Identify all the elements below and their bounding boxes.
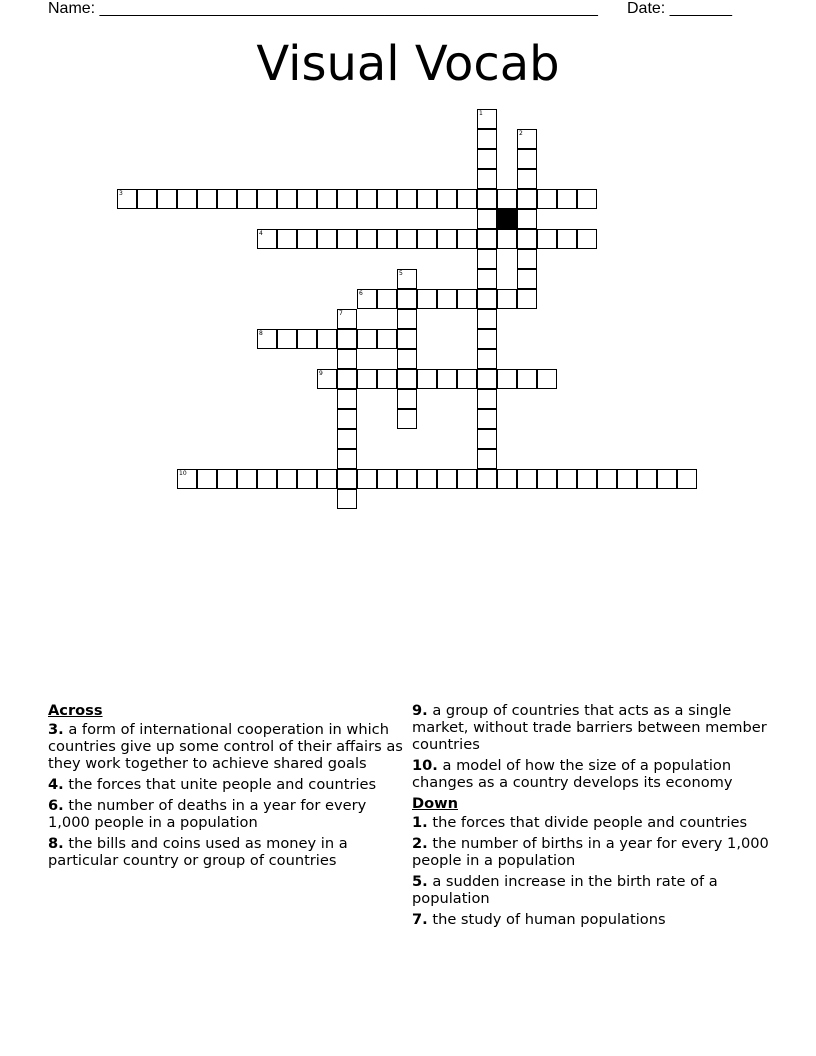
grid-cell[interactable]	[297, 229, 317, 249]
cell-number-3: 3	[119, 190, 123, 197]
down-heading: Down	[412, 795, 459, 812]
grid-cell[interactable]	[257, 189, 277, 209]
clue-number: 8.	[48, 835, 64, 852]
grid-cell[interactable]	[197, 189, 217, 209]
page-title: Visual Vocab	[256, 36, 560, 92]
clues-column-left	[48, 702, 408, 873]
clue-text: a group of countries that acts as a single market, without trade barriers between member countries	[412, 702, 767, 753]
grid-cell[interactable]	[457, 189, 477, 209]
clues-column-right	[412, 702, 772, 932]
grid-cell[interactable]	[477, 429, 497, 449]
grid-cell[interactable]	[457, 469, 477, 489]
grid-cell[interactable]	[517, 149, 537, 169]
grid-cell[interactable]	[337, 229, 357, 249]
clue-down-2	[412, 835, 772, 869]
grid-cell[interactable]	[377, 289, 397, 309]
grid-cell[interactable]	[137, 189, 157, 209]
clue-across-3	[48, 721, 408, 772]
grid-cell[interactable]	[577, 469, 597, 489]
grid-cell[interactable]	[377, 469, 397, 489]
grid-cell[interactable]	[677, 469, 697, 489]
grid-cell[interactable]	[397, 469, 417, 489]
grid-cell[interactable]	[217, 189, 237, 209]
grid-cell[interactable]	[477, 369, 497, 389]
grid-cell[interactable]	[497, 229, 517, 249]
grid-cell[interactable]	[317, 329, 337, 349]
clue-text: a model of how the size of a population changes as a country develops its economy	[412, 757, 733, 791]
grid-cell[interactable]	[237, 469, 257, 489]
grid-cell[interactable]	[357, 369, 377, 389]
grid-cell[interactable]	[297, 189, 317, 209]
clue-across-10	[412, 757, 772, 791]
grid-cell[interactable]	[317, 189, 337, 209]
grid-cell[interactable]	[377, 369, 397, 389]
grid-cell[interactable]	[357, 189, 377, 209]
grid-cell[interactable]	[277, 189, 297, 209]
grid-cell[interactable]	[277, 469, 297, 489]
cell-number-6: 6	[359, 290, 363, 297]
grid-cell[interactable]	[337, 469, 357, 489]
clue-text: a form of international cooperation in which countries give up some control of their affairs as they work together to achieve shared goals	[48, 721, 403, 772]
grid-cell[interactable]	[517, 209, 537, 229]
clue-across-6	[48, 797, 408, 831]
grid-cell[interactable]	[397, 229, 417, 249]
grid-cell[interactable]	[337, 409, 357, 429]
grid-cell[interactable]	[397, 369, 417, 389]
grid-cell[interactable]	[177, 189, 197, 209]
clue-number: 2.	[412, 835, 428, 852]
grid-cell[interactable]	[477, 289, 497, 309]
grid-cell[interactable]	[457, 289, 477, 309]
grid-cell[interactable]	[317, 469, 337, 489]
grid-cell[interactable]	[437, 189, 457, 209]
cell-number-1: 1	[479, 110, 483, 117]
grid-cell[interactable]	[597, 469, 617, 489]
clue-text: the study of human populations	[432, 911, 666, 928]
grid-cell[interactable]	[517, 249, 537, 269]
grid-cell[interactable]	[397, 289, 417, 309]
grid-cell[interactable]	[277, 229, 297, 249]
grid-cell[interactable]	[517, 269, 537, 289]
grid-cell[interactable]	[477, 349, 497, 369]
grid-cell[interactable]	[477, 129, 497, 149]
grid-cell[interactable]	[437, 469, 457, 489]
clue-text: a sudden increase in the birth rate of a population	[412, 873, 718, 907]
grid-cell[interactable]	[337, 189, 357, 209]
grid-cell[interactable]	[457, 369, 477, 389]
grid-cell[interactable]	[397, 389, 417, 409]
grid-cell[interactable]	[417, 369, 437, 389]
grid-cell[interactable]	[337, 329, 357, 349]
grid-cell[interactable]	[337, 349, 357, 369]
grid-cell[interactable]	[477, 189, 497, 209]
blocked-cell	[497, 209, 517, 229]
clue-text: the number of births in a year for every 1,000 people in a population	[412, 835, 769, 869]
clue-text: the forces that divide people and countries	[432, 814, 748, 831]
grid-cell[interactable]	[477, 449, 497, 469]
grid-cell[interactable]	[517, 229, 537, 249]
grid-cell[interactable]	[257, 469, 277, 489]
grid-cell[interactable]	[517, 289, 537, 309]
clue-text: the bills and coins used as money in a particular country or group of countries	[48, 835, 348, 869]
grid-cell[interactable]	[577, 229, 597, 249]
grid-cell[interactable]	[277, 329, 297, 349]
grid-cell[interactable]	[437, 229, 457, 249]
clue-number: 1.	[412, 814, 428, 831]
grid-cell[interactable]	[477, 469, 497, 489]
grid-cell[interactable]	[397, 309, 417, 329]
grid-cell[interactable]	[417, 469, 437, 489]
grid-cell[interactable]	[517, 369, 537, 389]
grid-cell[interactable]	[557, 469, 577, 489]
clue-number: 7.	[412, 911, 428, 928]
clue-down-1	[412, 814, 772, 831]
grid-cell[interactable]	[297, 329, 317, 349]
clue-across-9	[412, 702, 772, 753]
grid-cell[interactable]	[357, 469, 377, 489]
grid-cell[interactable]	[397, 349, 417, 369]
cell-number-9: 9	[319, 370, 323, 377]
clue-text: the number of deaths in a year for every 1,000 people in a population	[48, 797, 367, 831]
clue-text: the forces that unite people and countries	[68, 776, 377, 793]
grid-cell[interactable]	[517, 469, 537, 489]
grid-cell[interactable]	[477, 169, 497, 189]
grid-cell[interactable]	[477, 249, 497, 269]
grid-cell[interactable]	[537, 469, 557, 489]
grid-cell[interactable]	[497, 469, 517, 489]
grid-cell[interactable]	[537, 189, 557, 209]
grid-cell[interactable]	[377, 329, 397, 349]
grid-cell[interactable]	[377, 189, 397, 209]
grid-cell[interactable]	[517, 169, 537, 189]
cell-number-8: 8	[259, 330, 263, 337]
grid-cell[interactable]	[197, 469, 217, 489]
grid-cell[interactable]	[477, 309, 497, 329]
grid-cell[interactable]	[217, 469, 237, 489]
clue-number: 5.	[412, 873, 428, 890]
cell-number-4: 4	[259, 230, 263, 237]
grid-cell[interactable]	[377, 229, 397, 249]
grid-cell[interactable]	[417, 289, 437, 309]
grid-cell[interactable]	[357, 329, 377, 349]
across-heading: Across	[48, 702, 103, 719]
grid-cell[interactable]	[317, 229, 337, 249]
grid-cell[interactable]	[477, 209, 497, 229]
clue-number: 6.	[48, 797, 64, 814]
grid-cell[interactable]	[297, 469, 317, 489]
grid-cell[interactable]	[477, 149, 497, 169]
grid-cell[interactable]	[417, 189, 437, 209]
grid-cell[interactable]	[437, 369, 457, 389]
clue-across-8	[48, 835, 408, 869]
grid-cell[interactable]	[637, 469, 657, 489]
grid-cell[interactable]	[477, 409, 497, 429]
grid-cell[interactable]	[617, 469, 637, 489]
grid-cell[interactable]	[477, 229, 497, 249]
grid-cell[interactable]	[157, 189, 177, 209]
grid-cell[interactable]	[397, 409, 417, 429]
grid-cell[interactable]	[477, 389, 497, 409]
grid-cell[interactable]	[557, 229, 577, 249]
grid-cell[interactable]	[517, 189, 537, 209]
grid-cell[interactable]	[457, 229, 477, 249]
cell-number-2: 2	[519, 130, 523, 137]
grid-cell[interactable]	[537, 229, 557, 249]
grid-cell[interactable]	[397, 189, 417, 209]
grid-cell[interactable]	[357, 229, 377, 249]
grid-cell[interactable]	[337, 369, 357, 389]
cell-number-5: 5	[399, 270, 403, 277]
grid-cell[interactable]	[337, 429, 357, 449]
grid-cell[interactable]	[237, 189, 257, 209]
grid-cell[interactable]	[397, 329, 417, 349]
grid-cell[interactable]	[497, 369, 517, 389]
name-field[interactable]: Name: ________________________________________________________	[48, 0, 598, 17]
grid-cell[interactable]	[337, 449, 357, 469]
grid-cell[interactable]	[537, 369, 557, 389]
grid-cell[interactable]	[477, 329, 497, 349]
clue-number: 3.	[48, 721, 64, 738]
grid-cell[interactable]	[577, 189, 597, 209]
clue-across-4	[48, 776, 408, 793]
clue-number: 10.	[412, 757, 438, 774]
clue-down-5	[412, 873, 772, 907]
grid-cell[interactable]	[477, 269, 497, 289]
clue-number: 4.	[48, 776, 64, 793]
grid-cell[interactable]	[497, 189, 517, 209]
grid-cell[interactable]	[337, 389, 357, 409]
grid-cell[interactable]	[437, 289, 457, 309]
grid-cell[interactable]	[417, 229, 437, 249]
grid-cell[interactable]	[497, 289, 517, 309]
grid-cell[interactable]	[557, 189, 577, 209]
grid-cell[interactable]	[657, 469, 677, 489]
date-field[interactable]: Date: _______	[627, 0, 732, 17]
clue-number: 9.	[412, 702, 428, 719]
grid-cell[interactable]	[337, 489, 357, 509]
cell-number-10: 10	[179, 470, 187, 477]
cell-number-7: 7	[339, 310, 343, 317]
clue-down-7	[412, 911, 772, 928]
